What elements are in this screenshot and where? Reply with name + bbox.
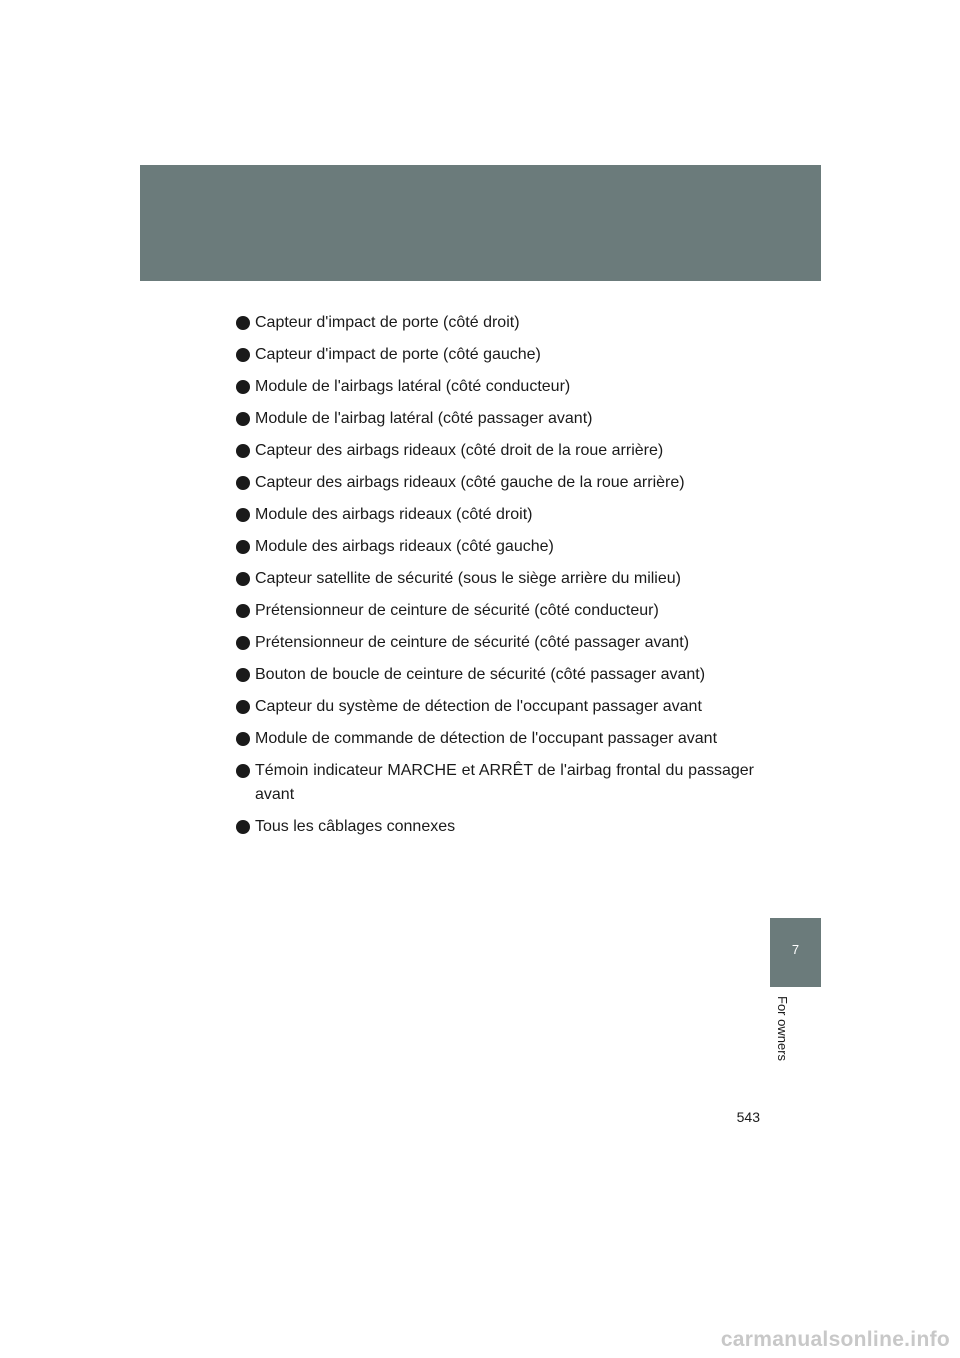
bullet-icon: [236, 604, 250, 618]
bullet-icon: [236, 540, 250, 554]
bullet-icon: [236, 668, 250, 682]
header-band: [140, 165, 821, 281]
list-item: [236, 599, 754, 623]
list-item: [236, 663, 754, 687]
section-tab: [770, 918, 821, 987]
section-number: 7: [791, 942, 800, 957]
list-item-text: Capteur du système de détection de l'occupant passager avant: [255, 698, 702, 715]
list-item: [236, 311, 754, 335]
bullet-icon: [236, 764, 250, 778]
watermark: carmanualsonline.info: [720, 1328, 950, 1351]
list-item-text: Capteur des airbags rideaux (côté droit de la roue arrière): [255, 442, 664, 459]
list-item-text: Prétensionneur de ceinture de sécurité (côté conducteur): [255, 602, 659, 619]
list-item: [236, 631, 754, 655]
bullet-icon: [236, 380, 250, 394]
list-item-text: Capteur des airbags rideaux (côté gauche de la roue arrière): [255, 474, 685, 491]
list-item-text: Module des airbags rideaux (côté droit): [255, 506, 533, 523]
list-item: [236, 503, 754, 527]
page-number: 543: [736, 1109, 760, 1125]
list-item: [236, 375, 754, 399]
list-item: [236, 439, 754, 463]
bullet-icon: [236, 636, 250, 650]
list-item: [236, 567, 754, 591]
bullet-icon: [236, 444, 250, 458]
list-item-text: Tous les câblages connexes: [255, 818, 456, 835]
section-label: For owners: [775, 996, 790, 1062]
list-item-text: Capteur d'impact de porte (côté droit): [255, 314, 520, 331]
list-item: [236, 815, 754, 839]
bullet-icon: [236, 412, 250, 426]
list-item: [236, 695, 754, 719]
list-item: [236, 727, 754, 751]
bullet-icon: [236, 700, 250, 714]
bullet-icon: [236, 316, 250, 330]
bullet-icon: [236, 820, 250, 834]
list-item-text: Bouton de boucle de ceinture de sécurité (côté passager avant): [255, 666, 706, 683]
list-item: [236, 407, 754, 431]
list-item: [236, 471, 754, 495]
list-item: [236, 535, 754, 559]
list-item-text: Capteur satellite de sécurité (sous le siège arrière du milieu): [255, 570, 681, 587]
bullet-icon: [236, 348, 250, 362]
bullet-icon: [236, 732, 250, 746]
list-item-text: Module de l'airbag latéral (côté passager avant): [255, 410, 593, 427]
bullet-icon: [236, 572, 250, 586]
list-item-text: Prétensionneur de ceinture de sécurité (côté passager avant): [255, 634, 690, 651]
bullet-icon: [236, 508, 250, 522]
list-item-text: Module de commande de détection de l'occupant passager avant: [255, 730, 718, 747]
bullet-list: [236, 311, 754, 847]
list-item: [236, 759, 754, 807]
list-item-text: Module de l'airbags latéral (côté conducteur): [255, 378, 571, 395]
bullet-icon: [236, 476, 250, 490]
list-item-text: Capteur d'impact de porte (côté gauche): [255, 346, 541, 363]
list-item-text: Témoin indicateur MARCHE et ARRÊT de l'airbag frontal du passager avant: [255, 762, 754, 803]
list-item-text: Module des airbags rideaux (côté gauche): [255, 538, 554, 555]
list-item: [236, 343, 754, 367]
